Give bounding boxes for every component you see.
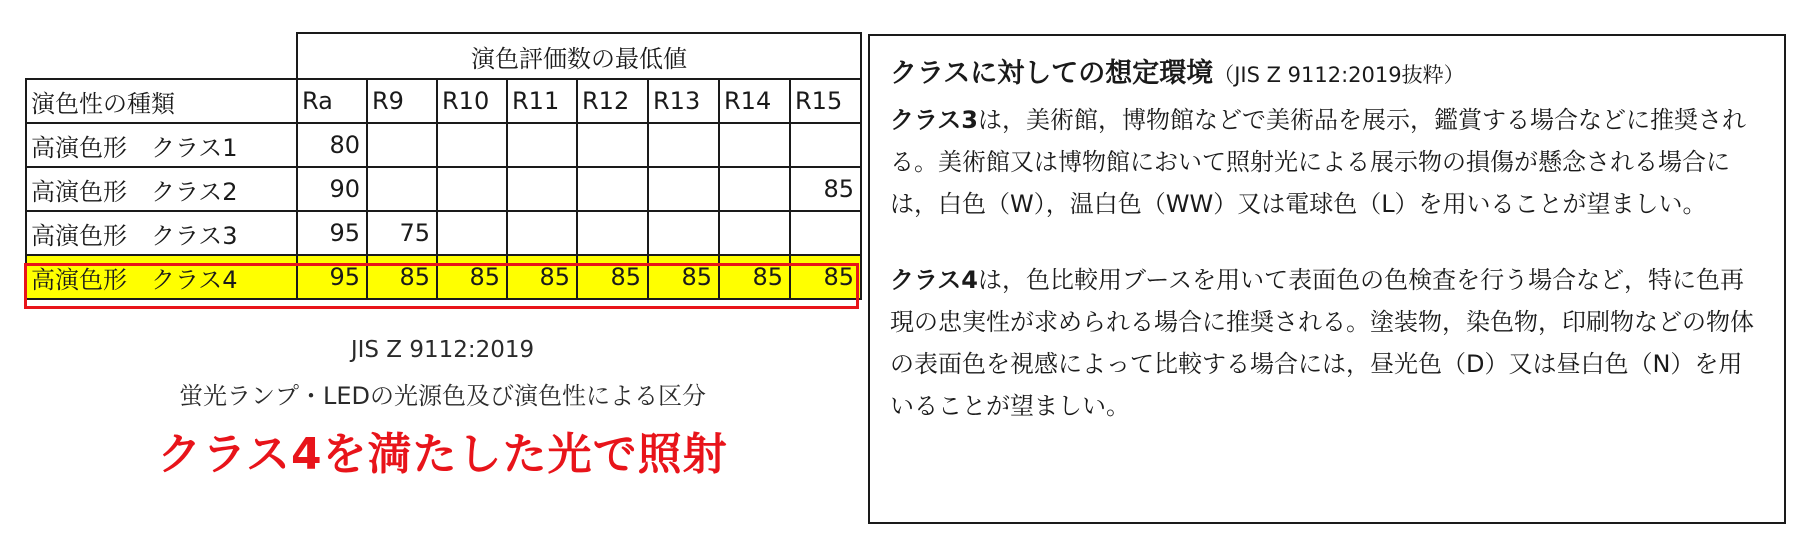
table-cell [719,211,790,255]
column-header-r10: R10 [437,79,507,123]
standard-caption: JIS Z 9112:2019 [350,337,535,363]
paragraph-lead: クラス4 [890,266,978,294]
table-cell [790,123,861,167]
table-cell [507,211,577,255]
paragraph-body: は，美術館，博物館などで美術品を展示，鑑賞する場合などに推奨される。美術館又は博物館において照射光による展示物の損傷が懸念される場合には，白色（W），温白色（WW）又は電球色（L）を用いることが望ましい。 [890,106,1746,218]
column-header-r14: R14 [719,79,790,123]
column-header-r13: R13 [648,79,719,123]
info-title: クラスに対しての想定環境 [890,58,1214,89]
column-header-r15: R15 [790,79,861,123]
table-cell: 85 [367,255,437,299]
paragraph-lead: クラス3 [890,106,978,134]
table-cell [507,167,577,211]
table-corner-blank [26,33,297,79]
row-label: 高演色形 クラス3 [26,211,297,255]
row-label: 高演色形 クラス2 [26,167,297,211]
table-cell: 85 [648,255,719,299]
table-cell [437,167,507,211]
row-label: 高演色形 クラス4 [26,255,297,299]
column-header-ra: Ra [297,79,367,123]
row-label: 高演色形 クラス1 [26,123,297,167]
table-cell [577,167,648,211]
table-cell: 95 [297,211,367,255]
table-row-class4-highlighted [26,255,861,299]
table-cell: 75 [367,211,437,255]
table-cell: 85 [719,255,790,299]
table-cell [437,211,507,255]
column-header-r12: R12 [577,79,648,123]
table-type-header: 演色性の種類 [26,79,297,123]
table-cell: 80 [297,123,367,167]
table-cell [577,123,648,167]
info-title-note: （JIS Z 9112:2019抜粋） [1213,63,1465,87]
column-header-r11: R11 [507,79,577,123]
table-cell: 85 [577,255,648,299]
table-cell [648,167,719,211]
table-cell: 95 [297,255,367,299]
info-title-line [890,50,1764,99]
table-cell [437,123,507,167]
paragraph-class4 [890,259,1764,427]
paragraph-class3 [890,99,1764,225]
table-cell [719,167,790,211]
table-cell [367,123,437,167]
table-cell: 85 [790,167,861,211]
table-cell [648,123,719,167]
table-cell [790,211,861,255]
table-row-class2 [26,167,861,211]
table-cell: 85 [790,255,861,299]
table-row-class1 [26,123,861,167]
column-header-r9: R9 [367,79,437,123]
paragraph-body: は，色比較用ブースを用いて表面色の色検査を行う場合など，特に色再現の忠実性が求められる場合に推奨される。塗装物，染色物，印刷物などの物体の表面色を視感によって比較する場合には，昼光色（D）又は昼白色（N）を用いることが望ましい。 [890,266,1754,420]
table-row-class3 [26,211,861,255]
table-cell: 90 [297,167,367,211]
color-rendering-table [25,32,862,300]
table-cell [648,211,719,255]
environment-info-box [868,34,1786,524]
table-cell [367,167,437,211]
table-group-header: 演色評価数の最低値 [297,33,861,79]
table-cell: 85 [437,255,507,299]
table-cell [719,123,790,167]
table-cell [507,123,577,167]
table-cell: 85 [507,255,577,299]
table-subtitle: 蛍光ランプ・LEDの光源色及び演色性による区分 [178,382,706,410]
headline: クラス4を満たした光で照射 [157,429,728,480]
table-cell [577,211,648,255]
